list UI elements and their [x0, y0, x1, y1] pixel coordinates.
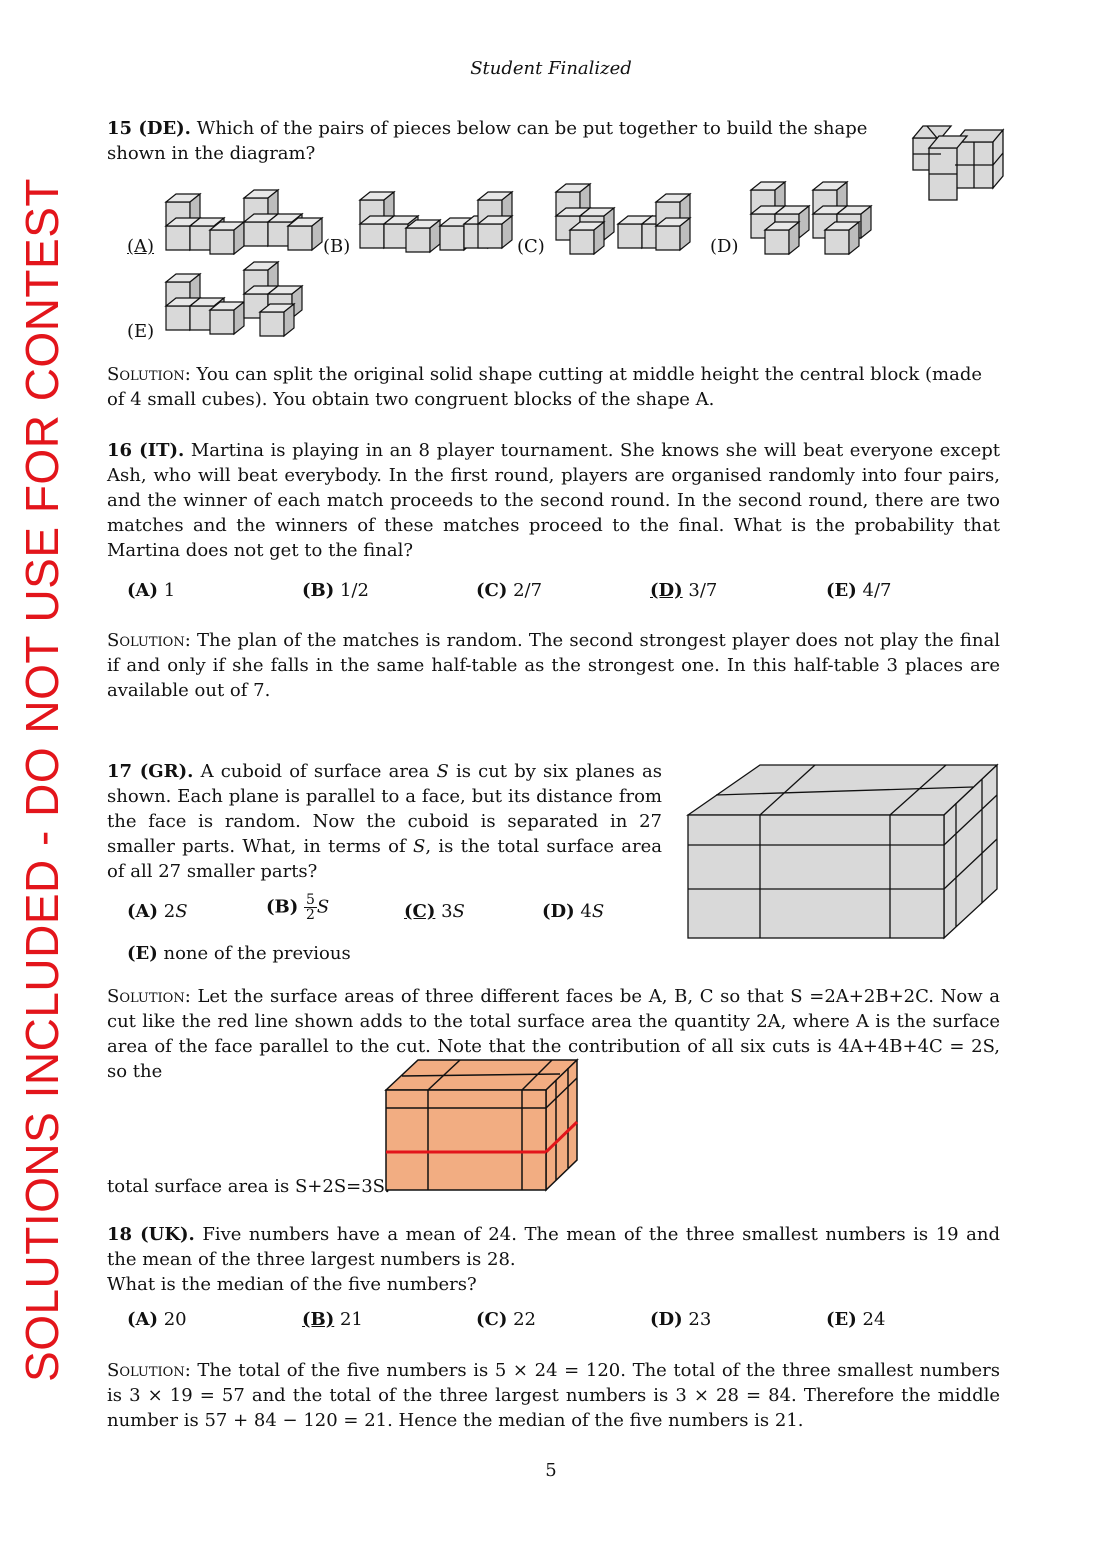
q15-option-b[interactable]: (B)	[323, 236, 351, 257]
page-header: Student Finalized	[470, 58, 632, 79]
question-number: 15 (DE).	[107, 118, 191, 139]
option-pieces-e	[160, 258, 310, 343]
q18-solution: Solution: The total of the five numbers is 5 × 24 = 120. The total of the three smallest numbers is 3 × 19 = 57 and the total of the three largest numbers is 3 × 28 = 84. Therefore the middle number is 57 + 84 − 120 = 21. Hence the median of the five numbers is 21.	[107, 1360, 1000, 1431]
q18-option-d[interactable]: (D) 23	[650, 1309, 712, 1330]
option-pieces-row1	[160, 170, 705, 255]
q16-solution: Solution: The plan of the matches is random. The second strongest player does not play the final if and only if she falls in the same half-table as the strongest one. In this half-table 3 places are available out of 7.	[107, 630, 1000, 701]
question-18: 18 (UK). Five numbers have a mean of 24. The mean of the three smallest numbers is 19 and the mean of the three largest numbers is 28. What is the median of the five numbers?	[107, 1224, 1000, 1295]
q18-option-c[interactable]: (C) 22	[476, 1309, 536, 1330]
q16-option-a[interactable]: (A) 1	[127, 580, 176, 601]
q18-option-e[interactable]: (E) 24	[826, 1309, 886, 1330]
q17-option-d[interactable]: (D) 4S	[542, 901, 605, 922]
q15-option-a[interactable]: (A)	[127, 236, 155, 257]
solution-cuboid-figure	[384, 1058, 580, 1194]
option-pieces-d	[745, 170, 875, 255]
q17-solution-end: total surface area is S+2S=3S.	[107, 1176, 391, 1197]
fraction-five-halves: $\frac{5}{2}$	[305, 892, 315, 923]
question-15	[107, 116, 897, 166]
q16-option-c[interactable]: (C) 2/7	[476, 580, 543, 601]
q15-option-d[interactable]: (D)	[710, 236, 739, 257]
question-17: 17 (GR). A cuboid of surface area S is cut by six planes as shown. Each plane is parallel to a face, but its distance from the face is random. Now the cuboid is separated in 27 smaller parts. What, in terms of S, is the total surface area of all 27 smaller parts?	[107, 761, 662, 882]
target-shape-figure	[905, 118, 1005, 204]
q18-option-a[interactable]: (A) 20	[127, 1309, 187, 1330]
q16-option-d[interactable]: (D) 3/7	[650, 580, 718, 601]
q15-option-e[interactable]: (E)	[127, 321, 155, 342]
q17-option-c[interactable]: (C) 3S	[404, 901, 465, 922]
q15-solution: Solution: You can split the original solid shape cutting at middle height the central block (made of 4 small cubes). You obtain two congruent blocks of the shape A.	[107, 364, 983, 410]
q17-option-b[interactable]: (B) $\frac{5}{2}$ S	[266, 892, 330, 923]
q17-option-e[interactable]: (E) none of the previous	[127, 943, 351, 964]
q17-option-a[interactable]: (A) 2S	[127, 901, 188, 922]
q16-option-b[interactable]: (B) 1/2	[302, 580, 369, 601]
q15-option-c[interactable]: (C)	[517, 236, 545, 257]
q16-option-e[interactable]: (E) 4/7	[826, 580, 892, 601]
q17-solution: Solution: Let the surface areas of three different faces be A, B, C so that S =2A+2B+2C. Now a cut like the red line shown adds to the total surface area the quantity 2A, where A is the surface area of the face parallel to the cut. Note that the contribution of all six cuts is 4A+4B+4C = 2S, so the	[107, 986, 1000, 1082]
page-number: 5	[545, 1460, 557, 1481]
question-text: Which of the pairs of pieces below can be put together to build the shape shown in the diagram?	[107, 118, 868, 164]
cuboid-figure	[686, 763, 1000, 941]
question-16: 16 (IT). Martina is playing in an 8 player tournament. She knows she will beat everyone except Ash, who will beat everybody. In the first round, players are organised randomly into four pairs, and the winner of each match proceeds to the second round. In the second round, there are two matches and the winners of these matches proceed to the final. What is the probability that Martina does not get to the final?	[107, 440, 1000, 561]
watermark: SOLUTIONS INCLUDED - DO NOT USE FOR CONTEST	[16, 178, 68, 1382]
q18-option-b[interactable]: (B) 21	[302, 1309, 363, 1330]
